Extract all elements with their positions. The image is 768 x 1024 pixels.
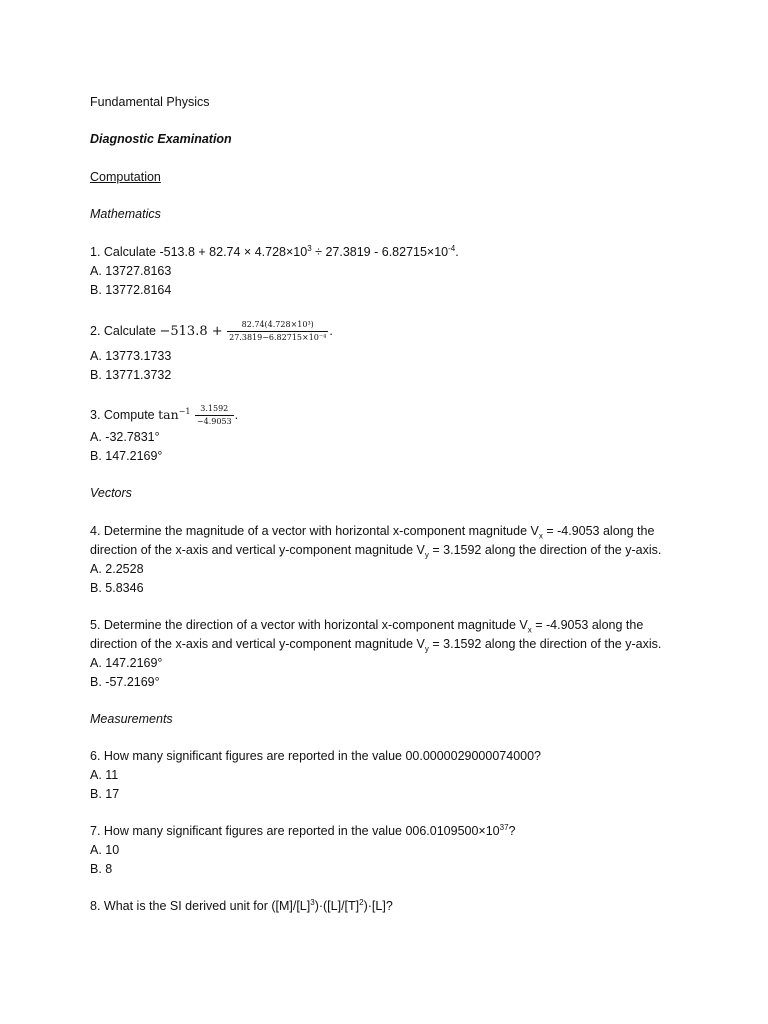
q2-math-lead: −513.8 + [159,324,223,339]
q3-denominator: −4.9053 [196,417,232,427]
q1-option-a: A. 13727.8163 [90,264,172,278]
question-5-line-1 [90,617,643,633]
question-7 [90,823,516,839]
q4-option-a: A. 2.2528 [90,562,144,576]
question-3 [90,400,238,430]
q5-text-d: = 3.1592 along the direction of the y-axis. [428,637,662,651]
q8-text-a: 8. What is the SI derived unit for ([M]/[L] [90,899,311,913]
q8-text-c: )·[L]? [363,899,393,913]
q4-text-c: direction of the x-axis and vertical y-component magnitude V [90,543,425,557]
q3-option-a: A. -32.7831° [90,430,160,444]
q8-exp-1: 3 [310,897,315,907]
q2-option-a: A. 13773.1733 [90,349,172,363]
question-2 [90,316,333,347]
q3-end: . [234,408,239,422]
q2-option-b: B. 13771.3732 [90,368,172,382]
q3-func-exp: −1 [178,406,191,416]
q1-option-b: B. 13772.8164 [90,283,172,297]
q4-option-b: B. 5.8346 [90,581,144,595]
q7-end: ? [508,824,516,838]
q5-text-a: 5. Determine the direction of a vector with horizontal x-component magnitude V [90,618,528,632]
q1-exp-2: -4 [448,243,456,253]
question-6: 6. How many significant figures are reported in the value 00.0000029000074000? [90,749,542,763]
q5-option-b: B. -57.2169° [90,675,160,689]
q7-option-b: B. 8 [90,862,113,876]
section-heading: Computation [90,170,161,184]
question-8 [90,898,393,914]
q1-text-b: ÷ 27.3819 - 6.82715×10 [311,245,449,259]
q3-fraction [195,404,234,427]
q2-end: . [329,324,333,338]
q3-numerator: 3.1592 [195,404,234,416]
q1-text-a: 1. Calculate -513.8 + 82.74 × 4.728×10 [90,245,308,259]
q3-func: tan [158,407,179,422]
question-4-line-1 [90,523,654,539]
q4-sub-x: x [538,531,543,541]
q1-exp-1: 3 [307,243,312,253]
q8-exp-2: 2 [359,897,364,907]
q4-text-a: 4. Determine the magnitude of a vector with horizontal x-component magnitude V [90,524,539,538]
subsection-measurements: Measurements [90,712,173,726]
q7-exp: 37 [499,822,509,832]
q7-option-a: A. 10 [90,843,120,857]
q4-text-d: = 3.1592 along the direction of the y-axis. [428,543,662,557]
question-1 [90,244,459,260]
q1-text-end: . [455,245,459,259]
q3-text: 3. Compute [90,408,155,422]
q2-numerator: 82.74(4.728×10³) [227,320,328,332]
question-5-line-2 [90,636,661,652]
q4-text-b: = -4.9053 along the [542,524,655,538]
q6-option-a: A. 11 [90,768,119,782]
q6-option-b: B. 17 [90,787,120,801]
question-4-line-2 [90,542,661,558]
q5-text-c: direction of the x-axis and vertical y-component magnitude V [90,637,425,651]
q2-denominator: 27.3819−6.82715×10⁻⁴ [229,333,327,343]
q2-text: 2. Calculate [90,324,157,338]
q5-text-b: = -4.9053 along the [531,618,644,632]
q8-text-b: )·([L]/[T] [314,899,360,913]
exam-title: Diagnostic Examination [90,132,232,146]
course-title: Fundamental Physics [90,95,210,109]
q5-sub-x: x [527,625,532,635]
q2-fraction [227,320,328,343]
subsection-vectors: Vectors [90,486,132,500]
q7-text: 7. How many significant figures are reported in the value 006.0109500×10 [90,824,500,838]
subsection-mathematics: Mathematics [90,207,161,221]
q5-sub-y: y [424,644,429,654]
q3-option-b: B. 147.2169° [90,449,163,463]
q4-sub-y: y [424,550,429,560]
q5-option-a: A. 147.2169° [90,656,163,670]
